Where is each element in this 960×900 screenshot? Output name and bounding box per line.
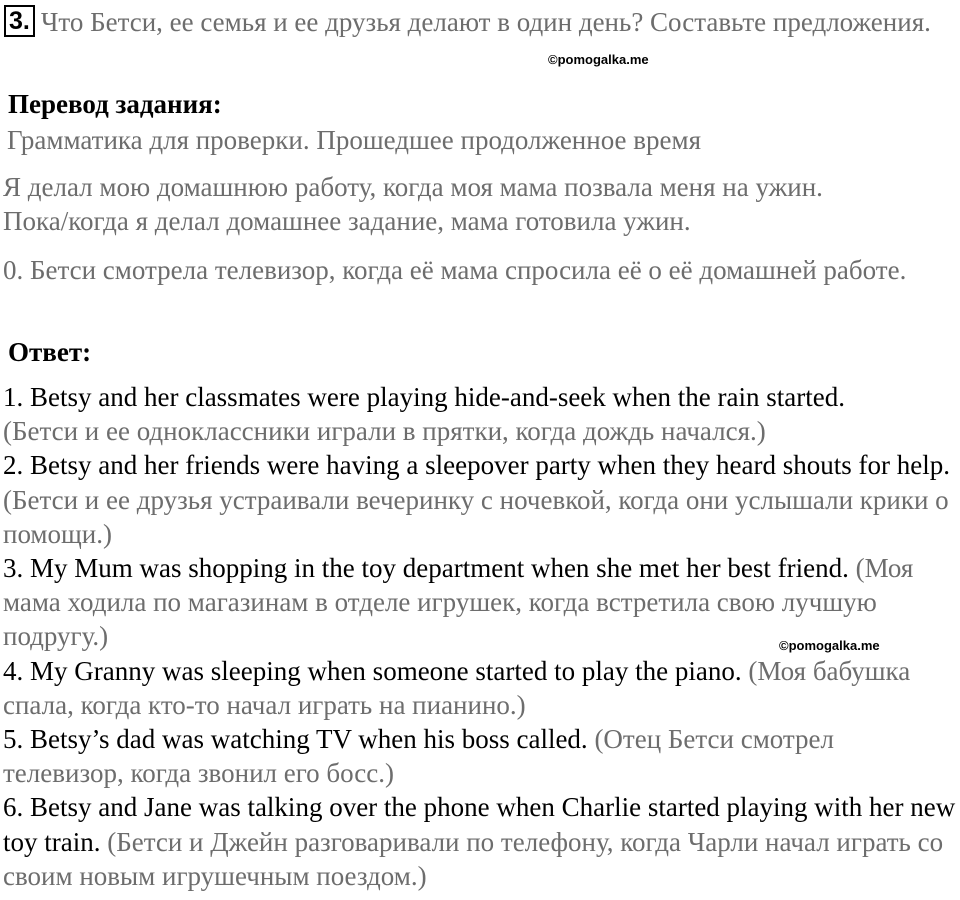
answer-russian: (Бетси и ее друзья устраивали вечеринку с ночевкой, когда они услышали крики о помощи.) xyxy=(3,484,949,549)
watermark-top: ©pomogalka.me xyxy=(548,52,649,67)
answer-item-4 xyxy=(3,654,958,722)
grammar-examples xyxy=(3,170,953,238)
task-number-badge: 3. xyxy=(4,5,35,37)
answer-russian: (Моя мама ходила по магазинам в отделе игрушек, когда встретила свою лучшую подругу.) xyxy=(3,553,914,652)
answer-english: 1. Betsy and her classmates were playing hide-and-seek when the rain started. xyxy=(3,382,845,412)
answer-english: 6. Betsy and Jane was talking over the phone when Charlie started playing with her new toy train. xyxy=(3,792,956,857)
answer-item-1 xyxy=(3,380,958,448)
answer-english: 5. Betsy’s dad was watching TV when his boss called. xyxy=(3,724,588,755)
grammar-example-1: Я делал мою домашнюю работу, когда моя мама позвала меня на ужин. xyxy=(3,172,823,202)
task-header xyxy=(4,4,954,40)
answer-russian: (Бетси и ее одноклассники играли в прятки, когда дождь начался.) xyxy=(3,416,766,447)
example-zero: 0. Бетси смотрела телевизор, когда её мама спросила её о её домашней работе. xyxy=(3,255,907,285)
answer-english: 4. My Granny was sleeping when someone started to play the piano. xyxy=(3,655,742,686)
answer-english: 2. Betsy and her friends were having a sleepover party when they heard shouts for help. xyxy=(3,450,950,481)
task-text: Что Бетси, ее семья и ее друзья делают в один день? Составьте предложения. xyxy=(40,7,931,37)
grammar-example-2: Пока/когда я делал домашнее задание, мама готовила ужин. xyxy=(3,206,691,236)
translation-heading: Перевод задания: xyxy=(8,89,222,119)
answer-item-2 xyxy=(3,448,958,551)
answer-russian: (Отец Бетси смотрел телевизор, когда звонил его босс.) xyxy=(3,724,835,789)
answer-russian: (Бетси и Джейн разговаривали по телефону, когда Чарли начал играть со своим новым игрушечным поездом.) xyxy=(3,826,944,891)
grammar-title: Грамматика для проверки. Прошедшее продолженное время xyxy=(7,125,701,155)
watermark-middle: ©pomogalka.me xyxy=(779,638,880,653)
answer-item-5 xyxy=(3,722,958,790)
answer-item-6 xyxy=(3,790,958,893)
answer-russian: (Моя бабушка спала, когда кто-то начал играть на пианино.) xyxy=(3,655,911,720)
answer-list xyxy=(3,380,958,893)
answer-english: 3. My Mum was shopping in the toy department when she met her best friend. xyxy=(3,553,849,584)
answer-heading: Ответ: xyxy=(8,337,92,367)
